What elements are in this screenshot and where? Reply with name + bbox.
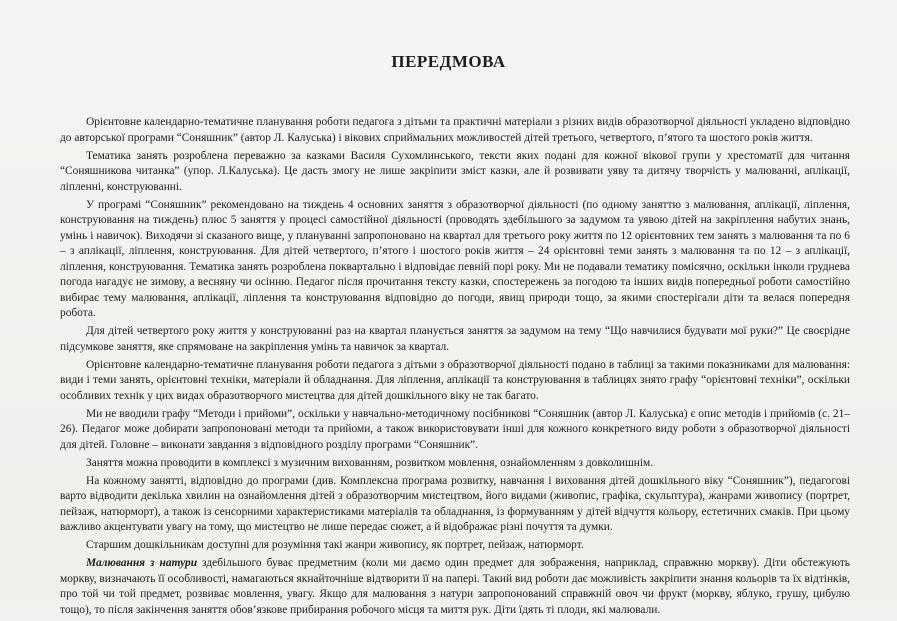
paragraph: Тематика занять розроблена переважно за казками Василя Сухомлинського, тексти яких подані для кожної вікової групи у хрестоматії для читання “Соняшникова читанка” (упор. Л.Калуська). Це дасть змогу не лише закріпити зміст казки, але й розвивати уяву та дитячу творчість у малюванні, аплікації, ліпленні, конструюванні.	[60, 149, 850, 193]
paragraph-lead: Малювання з натури	[86, 557, 198, 569]
paragraph: На кожному занятті, відповідно до програми (див. Комплексна програма розвитку, навчання і виховання дітей дошкільного віку “Соняшник”), педагогові варто відводити декілька хвилин на ознайомлення дітей з образотворчим мистецтвом, його видами (живопис, графіка, скульптура), жанрами живопису (портрет, пейзаж, натюрморт), а також із сенсорними характеристиками матеріалів та обладнання, із формуванням у дітей відчуття кольору, естетичних смаків. При цьому важливо акцентувати увагу на тому, що мистецтво не лише передає сюжет, а й відображає різні почуття та думки.	[60, 474, 850, 533]
paragraph: Для дітей четвертого року життя у конструюванні раз на квартал планується заняття за задумом на тему “Що навчилися будувати мої руки?” Це своєрідне підсумкове заняття, яке спрямоване на закріплення умінь та навичок за квартал.	[60, 325, 850, 353]
paragraph	[60, 556, 850, 618]
paragraph: Орієнтовне календарно-тематичне планування роботи педагога з дітьми та практичні матеріали з різних видів образотворчої діяльності укладено відповідно до авторської програми “Соняшник” (автор Л. Калуська) і вікових сприймальних можливостей дітей третього, четвертого, п’ятого та шостого років життя.	[60, 116, 850, 144]
paragraph: Заняття можна проводити в комплексі з музичним вихованням, розвитком мовлення, ознайомленням з довколишнім.	[86, 456, 654, 469]
body-text	[60, 115, 850, 621]
paragraph-text: здебільшого буває предметним (коли ми даємо один предмет для зображення, наприклад, справжню моркву). Діти обстежують моркву, визначають її особливості, намагаються якнайточніше відтворити її на папері. Такий вид роботи дає можливість закріпити знання кольорів та їх відтінків, про той чи той предмет, розвиває мовлення, увагу. Якщо для малювання з натури запропонований справжній овоч чи фрукт (моркву, яблуко, грушу, цибулю тощо), то після закінчення заняття обов’язкове прибирання робочого місця та миття рук. Діти їдять ті плоди, які малювали.	[60, 557, 851, 616]
page-title: ПЕРЕДМОВА	[391, 52, 506, 71]
paragraph: У програмі “Соняшник” рекомендовано на тиждень 4 основних заняття з образотворчої діяльності (по одному заняттю з малювання, аплікації, ліплення, конструювання на тиждень) плюс 5 заняття у процесі самостійної діяльності (проводять здебільшого за задумом та уявою дітей на закріплення набутих знань, умінь і навичок). Виходячи зі сказаного вище, у плануванні запропоновано на квартал для третього року життя по 12 орієнтовних тем занять з малювання та по 6 – з аплікації, ліплення, конструювання. Для дітей четвертого, п’ятого і шостого років життя – 24 орієнтовні теми занять з малювання та по 12 – з аплікації, ліплення, конструювання. Тематика занять розроблена поквартально і відповідає певній порі року. Ми не подавали тематику помісячно, оскільки інколи груднева погода нагадує не зимову, а весняну чи осінню. Педагог після прочитання тексту казки, спостережень за погодою та інших видів попередньої роботи самостійно вибирає тему малювання, аплікації, ліплення та конструювання відповідно до погоди, явищ природи тощо, за якими спостерігали діти та велася попередня робота.	[60, 198, 850, 319]
paragraph: Ми не вводили графу “Методи і прийоми”, оскільки у навчально-методичному посібникові “Соняшник (автор Л. Калуська) є опис методів і прийомів (с. 21–26). Педагог може добирати запропоновані методи та прийоми, а також використовувати інші для кожного конкретного виду роботи з образотворчої діяльності для дітей. Головне – виконати завдання з відповідного розділу програми “Соняшник”.	[60, 407, 850, 451]
paragraph: Старшим дошкільникам доступні для розуміння такі жанри живопису, як портрет, пейзаж, натюрморт.	[86, 539, 584, 551]
paragraph: Орієнтовне календарно-тематичне планування роботи педагога з дітьми з образотворчої діяльності подано в таблиці за такими показниками для малювання: види і теми занять, орієнтовні техніки, матеріали й обладнання. Для ліплення, аплікації та конструювання в таблицях знято графу “орієнтовні техніки”, оскільки особливих технік у цих видах образотворчого мистецтва для дітей дошкільного віку не так багато.	[60, 358, 850, 402]
